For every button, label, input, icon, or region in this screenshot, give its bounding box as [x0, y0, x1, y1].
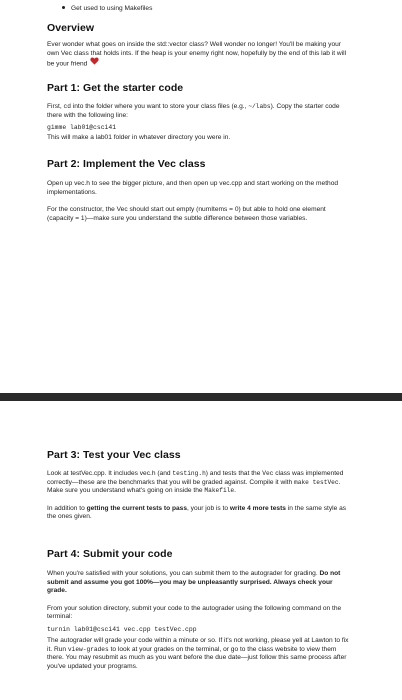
part2-body — [47, 180, 352, 223]
part3-p2-c: in the same style as the ones given. — [47, 504, 347, 521]
part2-paragraph-1: Open up vec.h to see the bigger picture, and then open up vec.cpp and start working on the method implementations. — [47, 180, 339, 196]
part1-after: This will make a lab01 folder in whatever directory you were in. — [47, 134, 231, 142]
part4-paragraph-1 — [47, 570, 352, 596]
part3-body — [47, 470, 352, 522]
part3-text-b: ) and tests that the — [205, 470, 263, 477]
overview-text: Ever wonder what goes on inside the std::vector class? Well wonder no longer! You'll be making your own Vec class that holds ints. If the heap is your enemy right now, hopefully by the end of this lab it will be your friend — [47, 41, 347, 68]
part4-p3-a: The autograder will grade your code within a minute or so. If it's not working, please yell at Lawton to fix it. Run — [47, 636, 349, 653]
code-cd: cd — [63, 103, 71, 110]
code-makefile: Makefile — [204, 487, 235, 495]
overview-paragraph — [47, 41, 352, 70]
code-view-grades: view-grades — [67, 645, 109, 653]
part3-p2-a: In addition to — [47, 504, 87, 512]
part2-section — [47, 158, 352, 170]
code-make-testvec: make testVec — [294, 478, 339, 486]
part3-section — [47, 449, 352, 461]
part4-paragraph-3 — [47, 637, 352, 671]
part2-heading: Part 2: Implement the Vec class — [47, 158, 206, 170]
part3-text-c: class was implemented correctly—these are the benchmarks that you will be graded against. Compile it with — [47, 470, 344, 486]
bullet-dot-icon — [62, 6, 65, 9]
bullet-text: Get used to using Makefiles — [71, 5, 153, 12]
part4-p1-a: When you're satisfied with your solutions, you can submit them to the autograder for grading. — [47, 570, 320, 577]
part4-heading: Part 4: Submit your code — [47, 548, 173, 560]
part1-paragraph — [47, 103, 352, 120]
part1-heading: Part 1: Get the starter code — [47, 82, 184, 94]
part1-section — [47, 82, 352, 94]
code-labs-path: ~/labs — [248, 103, 271, 110]
part3-text-e: . — [234, 487, 236, 495]
part3-paragraph-2 — [47, 505, 352, 522]
overview-section — [47, 22, 352, 34]
part4-section — [47, 548, 352, 560]
part1-text-c: ). Copy the starter code there with the following line: — [47, 103, 340, 119]
part4-paragraph-2: From your solution directory, submit your code to the autograder using the following command on the terminal: — [47, 604, 342, 621]
heart-icon — [90, 57, 99, 69]
document-page-bottom — [0, 401, 402, 700]
overview-body — [47, 41, 352, 70]
part2-paragraph-2: For the constructor, the Vec should start out empty (numItems = 0) but able to hold one element (capacity = 1)—make sure you understand the subtle difference between those variables. — [47, 206, 326, 222]
gimme-command: gimme lab01@csci41 — [47, 124, 117, 132]
part3-paragraph-1 — [47, 470, 352, 496]
part3-text-a: Look at testVec.cpp. It includes vec.h (and — [47, 470, 173, 477]
part3-bold-2: write 4 more tests — [229, 504, 286, 512]
bullet-item — [62, 5, 152, 12]
overview-heading: Overview — [47, 22, 95, 34]
part3-text-d: . Make sure you understand what's going on inside the — [47, 478, 341, 495]
part3-heading: Part 3: Test your Vec class — [47, 449, 181, 461]
part4-p3-b: to look at your grades on the terminal, or go to the class website to view them there. You may resubmit as much as you want before the due date—just follow this same process after you've updated your programs. — [47, 645, 347, 670]
part1-body — [47, 103, 352, 143]
part3-bold-1: getting the current tests to pass — [86, 504, 187, 512]
part4-body — [47, 570, 352, 671]
part1-text-b: into the folder where you want to store your class files (e.g., — [70, 103, 249, 110]
code-vec: Vec — [262, 470, 274, 477]
code-testing-h: testing.h — [172, 470, 206, 477]
part3-p2-b: , your job is to — [186, 504, 230, 512]
part4-bold: Do not submit and assume you got 100%—you may be unpleasantly surprised. Always check your grade. — [47, 570, 341, 595]
turnin-command: turnin lab01@csci41 vec.cpp testVec.cpp — [47, 625, 197, 633]
page-divider — [0, 393, 402, 401]
part1-text-a: First, — [47, 103, 64, 110]
